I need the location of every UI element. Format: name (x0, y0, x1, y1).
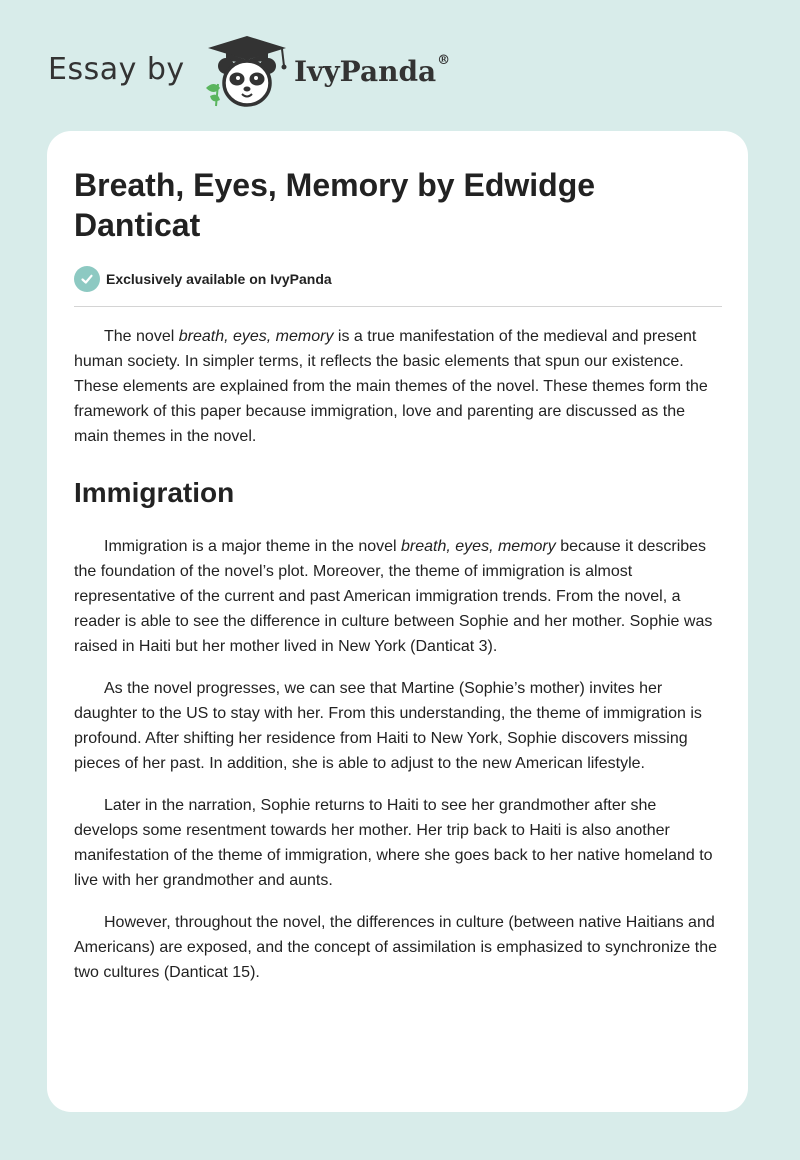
exclusive-badge (74, 265, 722, 293)
badge-label: Exclusively available on IvyPanda (106, 271, 332, 287)
body-paragraph-3: Later in the narration, Sophie returns to Haiti to see her grandmother after she develops some resentment towards her mother. Her trip back to Haiti is also another manifestation of the theme of immigration, where she goes back to her native homeland to live with her grandmother and aunts. (74, 797, 713, 889)
body-paragraph-1: Immigration is a major theme in the novel breath, eyes, memory because it describes the foundation of the novel’s plot. Moreover, the theme of immigration is almost representative of the current and past American immigration trends. From the novel, a reader is able to see the difference in culture between Sophie and her mother. Sophie was raised in Haiti but her mother lived in New York (Danticat 3). (74, 538, 713, 655)
essay-card (47, 131, 748, 1112)
site-header (48, 34, 548, 114)
brand-name[interactable]: IvyPanda® (294, 53, 451, 88)
intro-paragraph: The novel breath, eyes, memory is a true manifestation of the medieval and present human society. In simpler terms, it reflects the basic elements that spun our existence. These elements are explained from the main themes of the novel. These themes form the framework of this paper because immigration, love and parenting are discussed as the main themes in the novel. (74, 328, 708, 445)
registered-mark: ® (437, 53, 451, 68)
check-icon (74, 266, 100, 292)
body-paragraph-2: As the novel progresses, we can see that Martine (Sophie’s mother) invites her daughter to the US to stay with her. From this understanding, the theme of immigration is profound. After shifting her residence from Haiti to New York, Sophie discovers missing pieces of her past. In addition, she is able to adjust to the new American lifestyle. (74, 680, 702, 772)
divider (74, 306, 722, 307)
panda-graduate-icon[interactable] (200, 34, 292, 108)
page-title: Breath, Eyes, Memory by Edwidge Danticat (74, 167, 596, 243)
section-heading-immigration: Immigration (74, 477, 235, 508)
body-paragraph-4: However, throughout the novel, the differences in culture (between native Haitians and Americans) are exposed, and the concept of assimilation is emphasized to synchronize the two cultures (Danticat 15). (74, 914, 718, 981)
essay-by-label: Essay by (48, 52, 185, 87)
